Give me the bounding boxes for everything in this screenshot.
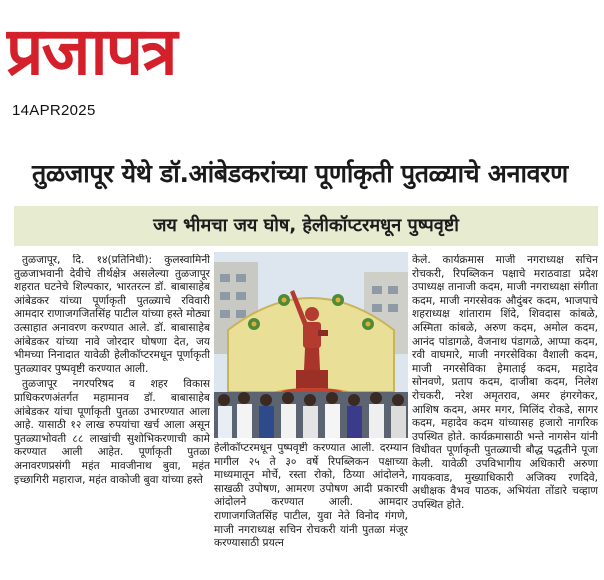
center-paragraph: हेलीकॉप्टरमधून पुष्पवृष्टी करण्यात आली. दरम्यान मागील २५ ते ३० वर्षे रिपब्लिकन पक्षाच्या माध्यमातून मोर्चे, रस्ता रोको, ठिय्या आंदोलने, साखळी उपोषण, आमरण उपोषण आदी प्रकारची आंदोलने करण्यात आली. आमदार राणाजगजितसिंह पाटील, युवा नेते विनोद गंगणे, माजी नगराध्यक्ष सचिन रोचकरी यांनी पुतळा मंजूर करण्यासाठी प्रयत्न [214,442,408,550]
publication-date: 14APR2025 [12,102,96,119]
left-paragraph-1: तुळजापूर, दि. १४(प्रतिनिधी): कुलस्वामिनी तुळजाभवानी देवीचे तीर्थक्षेत्र असलेल्या तुळजापूर शहरात घटनेचे शिल्पकार, भारतरत्न डॉ. बाबासाहेब आंबेडकर यांच्या पूर्णाकृती पुतळ्याचे रविवारी आमदार राणाजगजितसिंह पाटील यांच्या हस्ते मोठ्या उत्साहात अनावरण करण्यात आले. डॉ. बाबासाहेब आंबेडकर यांच्या नावे जोरदार घोषणा देत, जय भीमच्या निनादात यावेळी हेलीकॉप्टरमधून पूर्णाकृती पुतळ्यावर पुष्पवृष्टी करण्यात आली. [14,254,210,375]
left-paragraph-2: तुळजापूर नगरपरिषद व शहर विकास प्राधिकरणअंतर्गत महामानव डॉ. बाबासाहेब आंबेडकर यांचा पूर्णाकृती पुतळा उभारण्यात आला आहे. यासाठी १२ लाख रुपयांचा खर्च आला असून पुतळ्याभोवती ८८ लाखांची सुशोभिकरणाची कामे करण्यात आली आहेत. पूर्णाकृती पुतळा अनावरणप्रसंगी महंत मावजीनाथ बुवा, महंत इच्छागिरी महाराज, महंत वाकोजी बुवा यांच्या हस्ते [14,378,210,486]
article-headline: तुळजापूर येथे डॉ.आंबेडकरांच्या पूर्णाकृती पुतळ्याचे अनावरण [32,159,568,188]
statue-unveiling-photo [214,252,408,438]
article-left-column [14,254,210,578]
article-right-column [412,254,598,578]
article-center-column [214,442,408,578]
article-subheadline: जय भीमचा जय घोष, हेलीकॉप्टरमधून पुष्पवृष्टी [153,215,459,236]
newspaper-masthead: प्रजापत्र [6,12,176,90]
right-paragraph: केले. कार्यक्रमास माजी नगराध्यक्ष सचिन रोचकरी, रिपब्लिकन पक्षाचे मराठवाडा प्रदेश उपाध्यक्ष तानाजी कदम, माजी नगराध्यक्षा संगीता कदम, माजी नगरसेवक औदुंबर कदम, भाजपाचे शहराध्यक्ष शांताराम शिंदे, शिवदास कांबळे, अस्मिता कांबळे, अरुण कदम, अमोल कदम, आनंद पांडागळे, वैजनाथ पंडागळे, आप्पा कदम, रवी वाघमारे, माजी नगरसेविका वैशाली कदम, माजी नगरसेविका हेमाताई कदम, महादेव सोनवणे, प्रताप कदम, दाजीबा कदम, निलेश रोचकरी, नरेश अमृतराव, अमर हंगरगेकर, आशिष कदम, अमर मगर, मिलिंद रोकडे, सागर कदम, महादेव कदम यांच्यासह हजारो नागरिक उपस्थित होते. कार्यक्रमासाठी भन्ते नागसेन यांनी विधीवत पूर्णाकृती पुतळ्याची बौद्ध पद्धतीने पूजा केली. यावेळी उपविभागीय अधिकारी अरुणा गायकवाड, मुख्याधिकारी अजिक्य रणदिवे, अधीक्षक वैभव पाठक, अभियंता तोंडारे चव्हाण उपस्थित होते. [412,254,598,511]
